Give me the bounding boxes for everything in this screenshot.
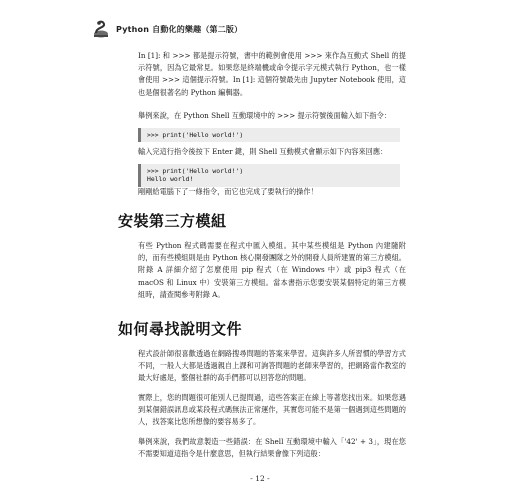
running-header <box>92 18 242 40</box>
section-heading-find-docs: 如何尋找說明文件 <box>118 320 243 338</box>
snake-logo-icon <box>92 19 110 39</box>
code-block-input: >>> print('Hello world!') <box>138 128 400 142</box>
book-title: Python 自動化的樂趣（第二版） <box>116 24 243 34</box>
code-block-output: >>> print('Hello world!') Hello world! <box>138 164 400 187</box>
paragraph-enter-key: 輸入完這行指令後按下 Enter 鍵，則 Shell 互動模式會顯示如下內容來回應： <box>138 147 388 156</box>
paragraph-learn-online: 程式設計師很喜歡透過在網路搜尋問題的答案來學習。這與許多人所習慣的學習方式不同，一般人大都是透過親自上課和可詢答問題的老師來學習的，把網路當作教室的最大好處是，整個社群的高手們都可以回答您的問題。 <box>138 349 406 383</box>
paragraph-error-example: 舉例來說，我們故意製造一些錯誤：在 Shell 互動環境中輸入「'42' + 3」，現在您不需要知道這指令是什麼意思，但執行結果會像下列這般： <box>138 437 406 459</box>
paragraph-prompt-symbols: In [1]: 和 >>> 都是提示符號，書中的範例會使用 >>> 來作為互動式 Shell 的提示符號，因為它最常見。如果您是終端機或命令提示字元模式執行 Python，也一樣會使用 >>> 這個提示符號。In [1]: 這個符號最先由 Jupyter Notebook 使用，這也是個很著名的 Python 編輯器。 <box>138 51 406 97</box>
paragraph-third-party-modules: 有些 Python 程式碼需要在程式中匯入模組。其中某些模組是 Python 內建隨附的，而有些模組則是由 Python 核心開發團隊之外的開發人員所建置的第三方模組。附錄 A 詳細介紹了怎麼使用 pip 程式（在 Windows 中）或 pip3 程式（在 macOS 和 Linux 中）安裝第三方模組。當本書指示您要安裝某個特定的第三方模組時，請查閱參考附錄 A。 <box>138 241 406 299</box>
paragraph-example-intro: 舉例來說，在 Python Shell 互動環境中的 >>> 提示符號後面輸入如下指令： <box>138 111 391 120</box>
page-number: - 12 - <box>250 474 270 483</box>
section-heading-install-modules: 安裝第三方模組 <box>118 212 227 230</box>
paragraph-already-asked: 實際上，您的問題很可能別人已提問過，這些答案正在線上等著您找出來。如果您遇到某個錯誤訊息或某段程式碼無法正常運作，其實您可能不是第一個遇到這些問題的人，找答案比您所想像的要容易多了。 <box>138 393 406 427</box>
paragraph-done: 剛剛給電腦下了一條指令，而它也完成了要執行的操作！ <box>138 187 318 196</box>
